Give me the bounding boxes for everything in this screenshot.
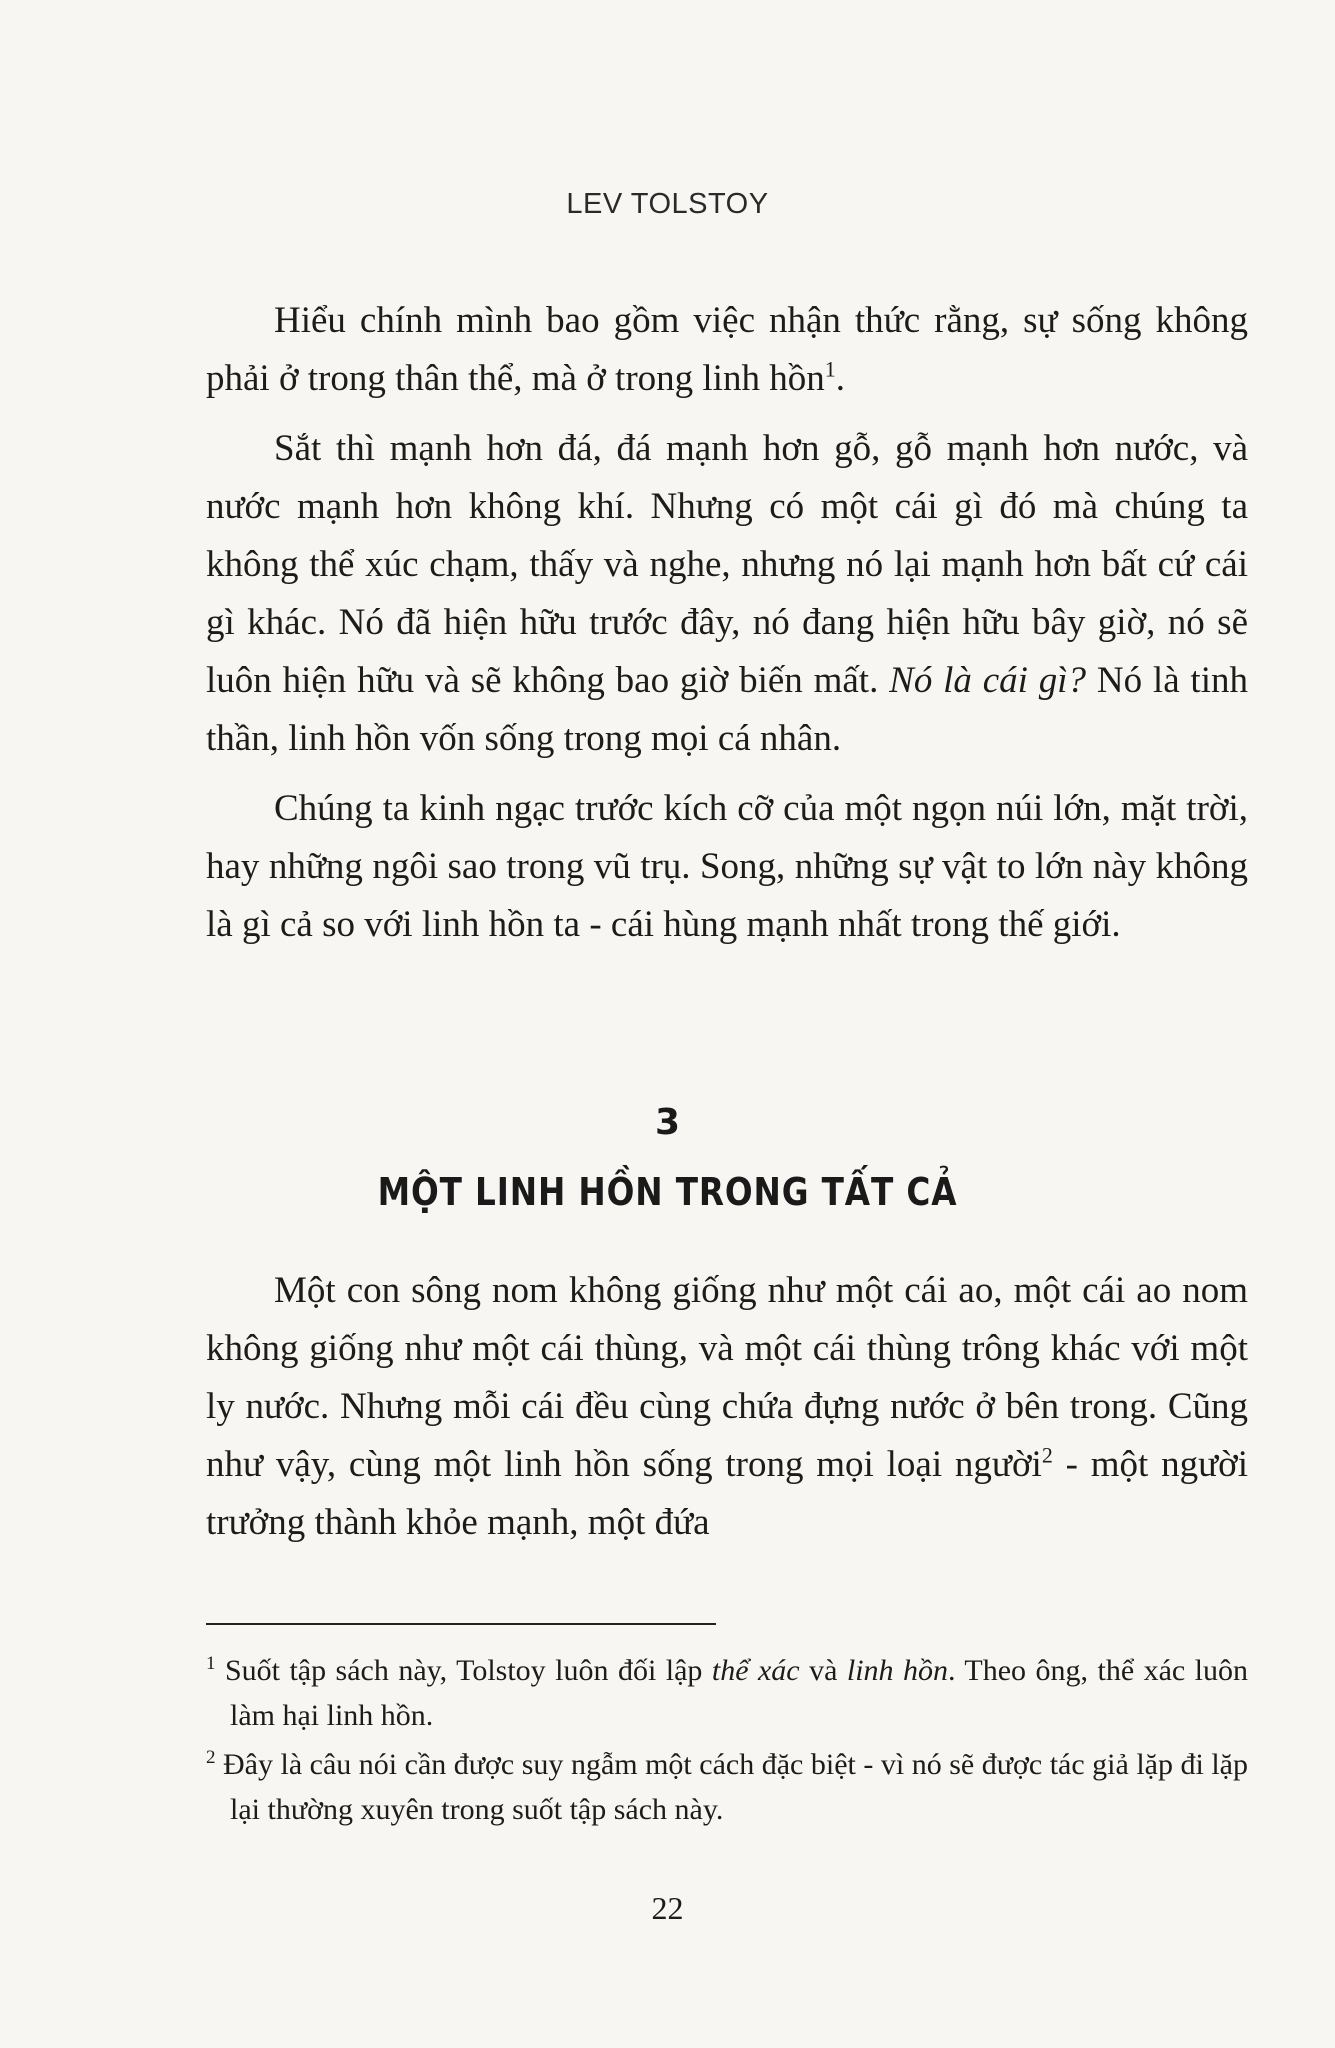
footnote-italic: thể xác (711, 1654, 800, 1687)
page-number: 22 (651, 1890, 684, 1926)
footnote-italic: linh hồn (846, 1654, 948, 1687)
footnote-reference: 1 (824, 356, 836, 382)
footnote-reference: 2 (1041, 1442, 1053, 1468)
section-title: MỘT LINH HỒN TRONG TẤT CẢ (377, 1170, 958, 1214)
paragraph-text: - một người trưởng thành khỏe mạnh, một đứa (206, 1444, 1248, 1543)
paragraph-text: Hiểu chính mình bao gồm việc nhận thức rằng, sự sống không phải ở trong thân thể, mà ở trong linh hồn (206, 300, 1248, 399)
section-number: 3 (654, 1102, 681, 1143)
footnote-item (206, 1742, 1248, 1832)
paragraph-text: Nó là tinh thần, linh hồn vốn sống trong mọi cá nhân. (206, 660, 1248, 759)
footnote-item (206, 1648, 1248, 1738)
footnotes (206, 1648, 1248, 1836)
paragraph-self-knowledge (206, 292, 1248, 408)
paragraph-text: Sắt thì mạnh hơn đá, đá mạnh hơn gỗ, gỗ mạnh hơn nước, và nước mạnh hơn không khí. Nhưng có một cái gì đó mà chúng ta không thể xúc chạm, thấy và nghe, nhưng nó lại mạnh hơn bất cứ cái gì khác. Nó đã hiện hữu trước đây, nó đang hiện hữu bây giờ, nó sẽ luôn hiện hữu và sẽ không bao giờ biến mất. (206, 428, 1248, 701)
footnote-text: Đây là câu nói cần được suy ngẫm một cách đặc biệt - vì nó sẽ được tác giả lặp đi lặp lại thường xuyên trong suốt tập sách này. (215, 1748, 1248, 1826)
paragraph-text: . (835, 358, 845, 399)
footnote-text: . Theo ông, thể xác luôn làm hại linh hồn. (230, 1654, 1249, 1732)
footnote-text: và (799, 1654, 847, 1687)
paragraph-one-soul (206, 1262, 1248, 1552)
paragraph-greatness: Chúng ta kinh ngạc trước kích cỡ của một ngọn núi lớn, mặt trời, hay những ngôi sao trong vũ trụ. Song, những sự vật to lớn này không là gì cả so với linh hồn ta - cái hùng mạnh nhất trong thế giới. (206, 788, 1248, 945)
running-header: LEV TOLSTOY (566, 188, 769, 220)
body-section-b (206, 1262, 1248, 1564)
footnote-divider (206, 1623, 716, 1625)
body-section-a (206, 292, 1248, 966)
footnote-mark: 2 (206, 1747, 216, 1768)
footnote-text: Suốt tập sách này, Tolstoy luôn đối lập (215, 1654, 712, 1687)
paragraph-text: Một con sông nom không giống như một cái ao, một cái ao nom không giống như một cái thùng, và một cái thùng trông khác với một ly nước. Nhưng mỗi cái đều cùng chứa đựng nước ở bên trong. Cũng như vậy, cùng một linh hồn sống trong mọi loại người (206, 1270, 1248, 1485)
paragraph-strength (206, 420, 1248, 768)
italic-phrase: Nó là cái gì? (889, 660, 1087, 701)
footnote-mark: 1 (206, 1653, 216, 1674)
